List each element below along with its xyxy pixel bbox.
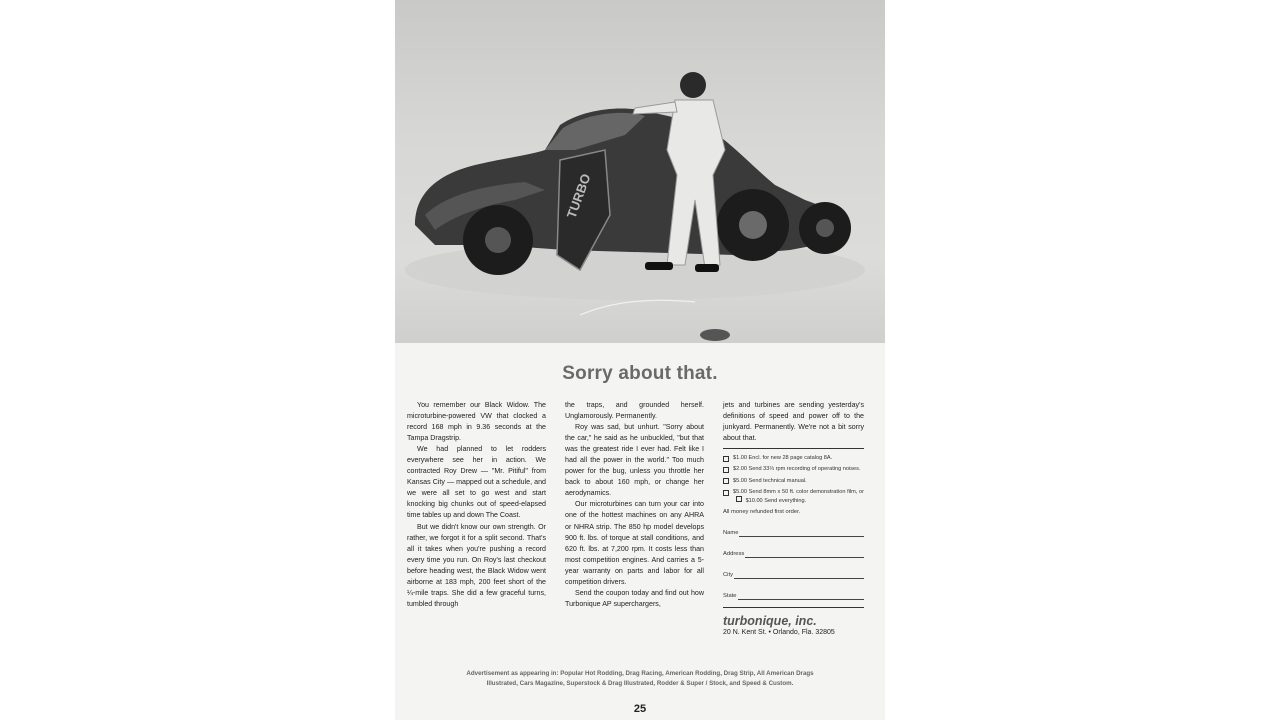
city-field[interactable]: City: [723, 572, 864, 579]
headline: Sorry about that.: [562, 363, 718, 384]
company-divider: [723, 607, 864, 608]
checkbox[interactable]: [736, 496, 742, 502]
coupon-option[interactable]: $1.00 Encl. for new 28 page catalog 8A.: [723, 455, 864, 462]
wrecked-car-photo: [395, 0, 885, 343]
paragraph: Our microturbines can turn your car into one of the hottest machines on any AHRA or NHRA strip. The 850 hp model develops 900 ft. lbs. of torque at stall conditions, and 620 ft. lbs. at 7,200 rpm. It costs less than most competition engines. And carries a 5-year warranty on parts and labor for all competition drivers.: [565, 500, 704, 586]
checkbox[interactable]: [723, 467, 729, 473]
body-column-1: [407, 400, 546, 610]
coupon-option[interactable]: $5.00 Send 8mm x 50 ft. color demonstration film, or $10.00 Send everything.: [723, 489, 864, 505]
state-field[interactable]: State: [723, 593, 864, 600]
paragraph: You remember our Black Widow. The microturbine-powered VW that clocked a record 168 mph in 9.36 seconds at the Tampa Dragstrip.: [407, 401, 546, 443]
checkbox[interactable]: [723, 456, 729, 462]
coupon-option[interactable]: $2.00 Send 33⅓ rpm recording of operating noises.: [723, 466, 864, 473]
refund-note: All money refunded first order.: [723, 508, 801, 515]
paragraph: Roy was sad, but unhurt. "Sorry about the car," he said as he unbuckled, "but that was the greatest ride I ever had. Felt like I had all the power in the world." Too much power for the bug, unless you throttle her back to about 160 mph, or change her aerodynamics.: [565, 423, 704, 498]
paragraph: jets and turbines are sending yesterday's definitions of speed and power off to the junkyard. Permanently. We're not a bit sorry about that.: [723, 401, 864, 443]
body-column-3: [723, 400, 864, 637]
publication-footer: Advertisement as appearing in: Popular Hot Rodding, Drag Racing, American Rodding, Drag Strip, All American Drags Illustrated, Cars Magazine, Superstock & Drag Illustrated, Rodder & Super / Stock, and Speed & Custom.: [466, 670, 814, 687]
company-logo: turbonique, inc.: [723, 613, 817, 628]
order-coupon: [723, 455, 864, 600]
company-address: 20 N. Kent St. • Orlando, Fla. 32805: [723, 628, 835, 636]
magazine-page: [395, 0, 885, 720]
paragraph: We had planned to let rodders everywhere see her in action. We contracted Roy Drew — "Mr. Pitiful" from Kansas City — mapped out a schedule, and we were all set to go west and start knocking big chunks out of speed-elapsed time tables up and down The Coast.: [407, 445, 546, 520]
svg-text:TURBO: TURBO: [563, 171, 594, 221]
checkbox[interactable]: [723, 490, 729, 496]
body-column-2: [565, 400, 704, 610]
address-field[interactable]: Address: [723, 551, 864, 558]
page-number: 25: [633, 703, 647, 715]
name-field[interactable]: Name: [723, 530, 864, 537]
checkbox[interactable]: [723, 478, 729, 484]
coupon-divider: [723, 448, 864, 449]
paragraph: But we didn't know our own strength. Or rather, we forgot it for a split second. That's all it takes when you're pushing a record every time you run. On Roy's last checkout before heading west, the Black Widow went airborne at 183 mph, 200 feet short of the ¼-mile traps. She did a few graceful turns, tumbled through: [407, 522, 546, 608]
car-illustration: [395, 0, 885, 343]
coupon-option[interactable]: $5.00 Send technical manual.: [723, 478, 864, 485]
paragraph: the traps, and grounded herself. Unglamorously. Permanently.: [565, 401, 704, 421]
paragraph: Send the coupon today and find out how Turbonique AP superchargers,: [565, 588, 704, 608]
